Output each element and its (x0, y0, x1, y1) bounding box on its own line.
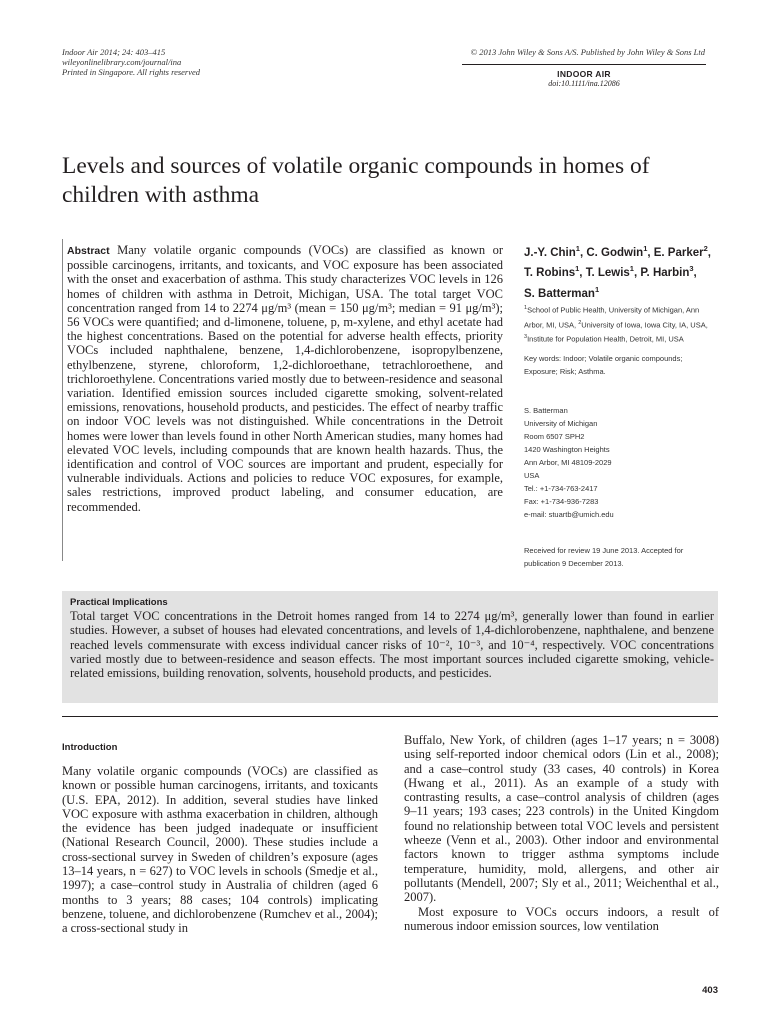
header-divider (462, 64, 706, 65)
author[interactable]: E. Parker (653, 246, 704, 259)
copyright-notice: © 2013 John Wiley & Sons A/S. Published by John Wiley & Sons Ltd (470, 47, 705, 57)
address-name: S. Batterman (524, 406, 568, 415)
page-number: 403 (702, 985, 718, 996)
author-affiliation-mark: 1 (575, 244, 580, 253)
affiliation-number: 3 (524, 334, 528, 340)
author[interactable]: C. Godwin (586, 246, 644, 259)
author-affiliation-mark: 1 (643, 244, 648, 253)
introduction-column-left: Many volatile organic compounds (VOCs) are classified as known or possible human carcinogens, irritants, and toxicants (U.S. EPA, 2012). In addition, several studies have linked VOC exposure with asthma exacerbation in children, although the evidence has been judged inadequate or insufficient (National Research Council, 2000). These studies include a cross-sectional survey in Sweden of children’s exposure (ages 13–14 years, n = 627) to VOC levels in schools (Smedje et al., 1997); a case–control study in Australia of children (aged 6 months to 3 years; 88 cases; 104 controls) implicating benzene, toluene, and dichlorobenzene (Rumchev et al., 2004); a cross-sectional study in (62, 764, 378, 936)
address-room: Room 6507 SPH2 (524, 432, 585, 441)
address-city: Ann Arbor, MI 48109-2029 (524, 458, 612, 467)
address-email[interactable]: e-mail: stuartb@umich.edu (524, 510, 614, 519)
introduction-heading: Introduction (62, 742, 118, 753)
abstract-text: Many volatile organic compounds (VOCs) are classified as known or possible carcinogens, irritants, and toxicants, and VOC exposure has been associated with the onset and exacerbation of asthma. This study characterizes VOC levels in 126 homes of children with asthma in Detroit, Michigan, USA. The total target VOC concentration ranged from 14 to 2274 μg/m³ (mean = 150 μg/m³; median = 91 μg/m³); 56 VOCs were quantified; and d-limonene, toluene, p, m-xylene, and ethyl acetate had the highest concentrations. Based on the potential for adverse health effects, priority VOCs included naphthalene, benzene, 1,4-dichlorobenzene, isopropylbenzene, ethylbenzene, styrene, chloroform, 1,2-dichloroethane, tetrachloroethene, and trichloroethylene. Concentrations varied mostly due to between-residence and seasonal variation. Identified emission sources included cigarette smoking, solvent-related emissions, renovations, household products, and pesticides. The effect of nearby traffic on indoor VOC levels was not distinguished. While concentrations in the Detroit homes were lower than levels found in other North American studies, many homes had elevated VOC levels, including compounds that are known health hazards. Thus, the identification and control of VOC sources are important and prudent, especially for vulnerable individuals. Actions and policies to reduce VOC exposures, for example, sales restrictions, improved product labeling, and consumer education, are recommended. (67, 243, 503, 514)
affiliation-number: 2 (578, 319, 582, 326)
article-title: Levels and sources of volatile organic compounds in homes of children with asthma (62, 153, 650, 208)
author[interactable]: S. Batterman (524, 287, 595, 300)
author[interactable]: J.-Y. Chin (524, 246, 576, 259)
address-fax: Fax: +1-734-936-7283 (524, 497, 599, 506)
author[interactable]: T. Lewis (585, 267, 630, 280)
author[interactable]: T. Robins (524, 267, 576, 280)
affiliation: University of Iowa, Iowa City, IA, USA, (581, 320, 708, 329)
author-affiliation-mark: 3 (689, 264, 694, 274)
running-header-left (62, 47, 200, 77)
affiliation: School of Public Health, University of Michigan, Ann Arbor, MI, USA, (524, 305, 700, 329)
address-org: University of Michigan (524, 419, 598, 428)
print-notice: Printed in Singapore. All rights reserved (62, 67, 201, 77)
introduction-paragraph: Buffalo, New York, of children (ages 1–17 years; n = 3008) using self-reported indoor chemical odors (Lin et al., 2008); and a case–control study (33 cases, 40 controls) in Korea (Hwang et al., 2011). As an example of a study with contrasting results, a case–control analysis of children (ages 9–11 years; 193 cases; 223 controls) in the United Kingdom found no relationship between total VOC levels and persistent wheeze (Venn et al., 2003). Other indoor and environmental factors known to trigger asthma symptoms include temperature, humidity, mold, allergens, and other air pollutants (Mendell, 2007; Sly et al., 2011; Weichenthal et al., 2007). (404, 733, 719, 905)
author-list: J.-Y. Chin$^1$, C. Godwin$^1$, E. Parker$^2$, T. Robins$^1$, T. Lewis$^1$, P. Harbin$^3$, S. Batterman$^1$ (524, 244, 711, 300)
author-affiliation-mark: 1 (594, 284, 600, 294)
affiliation: Institute for Population Health, Detroit, MI, USA (527, 334, 684, 344)
introduction-paragraph: Most exposure to VOCs occurs indoors, a result of numerous indoor emission sources, low ventilation (404, 904, 719, 933)
keywords: Key words: Indoor; Volatile organic compounds; Exposure; Risk; Asthma. (524, 354, 683, 376)
author[interactable]: P. Harbin (640, 267, 690, 280)
journal-name: INDOOR AIR (557, 69, 611, 79)
affiliation-number: 1 (524, 305, 528, 311)
affiliations (524, 302, 716, 346)
abstract-label: Abstract (67, 245, 110, 257)
author-affiliation-mark: 2 (703, 244, 708, 253)
address-street: 1420 Washington Heights (524, 445, 610, 454)
address-tel: Tel.: +1-734-763-2417 (524, 484, 598, 493)
author-affiliation-mark: 1 (629, 264, 634, 274)
received-date: Received for review 19 June 2013. Accepted for publication 9 December 2013. (524, 546, 684, 568)
abstract (67, 243, 503, 514)
practical-implications-text: Total target VOC concentrations in the Detroit homes ranged from 14 to 2274 μg/m³, generally lower than found in earlier studies. However, a subset of houses had elevated concentrations, and levels of 1,4-dichlorobenzene, naphthalene, and benzene reached levels commensurate with excess individual cancer risks of 10⁻², 10⁻³, and 10⁻⁴, respectively. VOC concentrations varied mostly due to between-residence and season effects. The most important sources included cigarette smoking, vehicle-related emissions, building renovation, solvents, household products, and pesticides. (70, 609, 714, 681)
doi[interactable]: doi:10.1111/ina.12086 (548, 79, 620, 88)
correspondence-address (524, 404, 716, 521)
author-affiliation-mark: 1 (575, 264, 580, 274)
practical-implications-heading: Practical Implications (70, 597, 168, 608)
introduction-column-right (404, 733, 719, 933)
section-divider (62, 716, 718, 717)
address-country: USA (524, 471, 540, 480)
journal-citation: Indoor Air 2014; 24: 403–415 (62, 47, 166, 57)
journal-url[interactable]: wileyonlinelibrary.com/journal/ina (62, 57, 182, 67)
